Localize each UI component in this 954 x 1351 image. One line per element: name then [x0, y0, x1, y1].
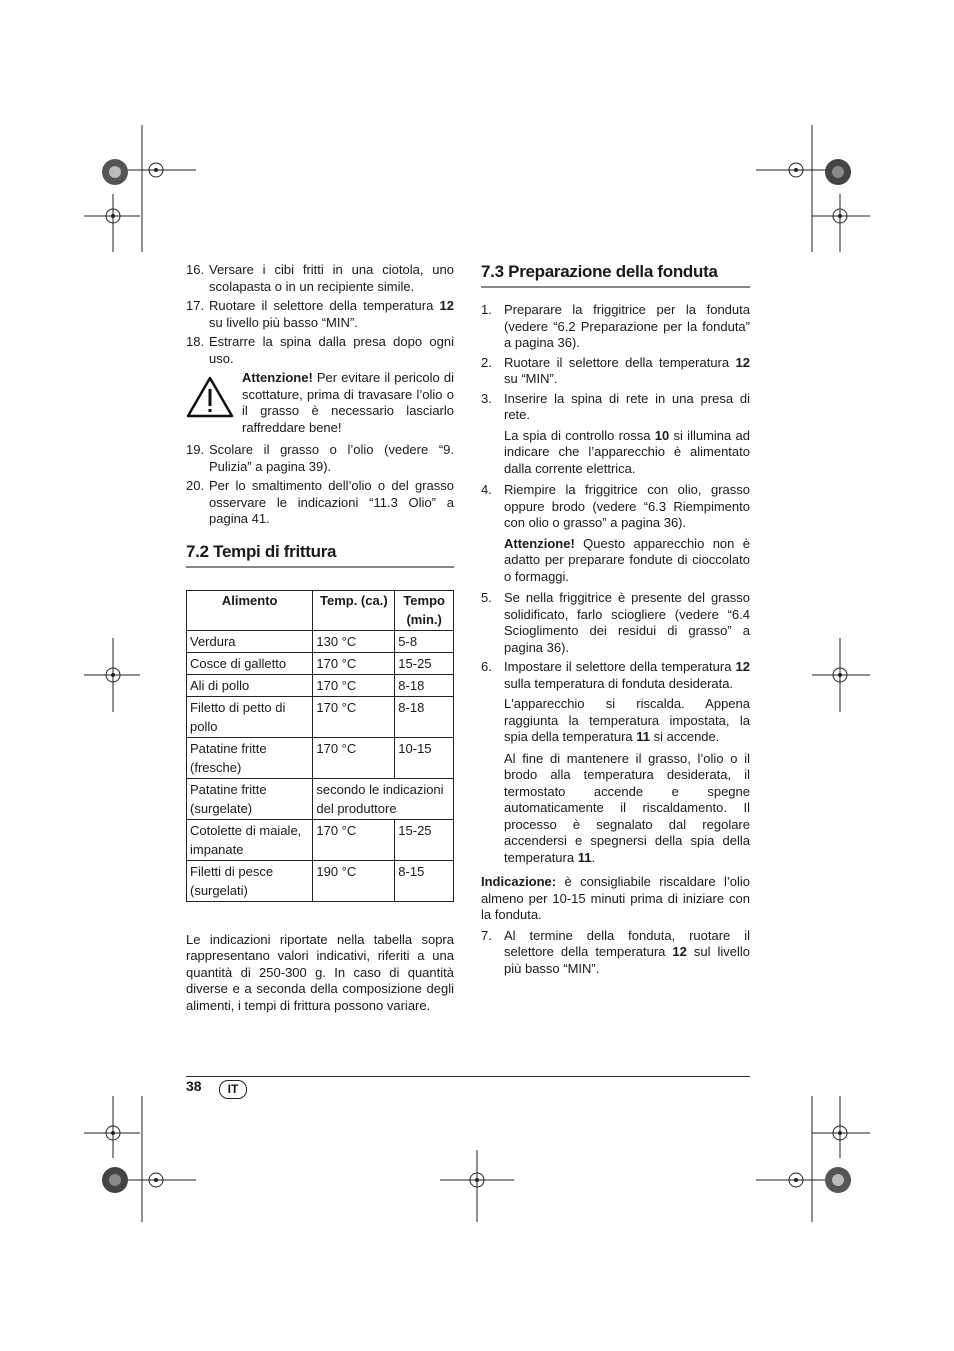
table-row: Patatine fritte (fresche) 170 °C 10-15 [187, 737, 454, 778]
table-row: Cosce di galletto 170 °C 15-25 [187, 652, 454, 674]
table-row: Filetto di petto di pollo 170 °C 8-18 [187, 696, 454, 737]
step-detail: Al fine di mantenere il grasso, l’olio o il brodo alla temperatura desiderata, il termostato accende e spegne automaticamente il riscaldamento. Il processo è segnalato dal regolare accendersi e spegnersi della spia della temperatura 11. [504, 750, 750, 865]
warning-triangle-icon [186, 376, 234, 418]
list-item: 19. Scolare il grasso o l’olio (vedere “9. Pulizia” a pagina 39). [186, 442, 454, 474]
step-warning: Attenzione! Questo apparecchio non è adatto per preparare fondute di cioccolato o formaggi. [504, 535, 750, 584]
frying-times-table [186, 590, 454, 902]
page-number: 38 [186, 1078, 202, 1094]
warning-box: Attenzione! Per evitare il pericolo di scottature, prima di travasare l’olio o il grasso è necessario lasciarlo raffreddare bene! [186, 370, 454, 436]
list-item: 18. Estrarre la spina dalla presa dopo ogni uso. [186, 334, 454, 366]
section-heading-frying-times: 7.2 Tempi di frittura [186, 542, 454, 568]
table-row: Patatine fritte (surgelate) secondo le indicazioni del produttore [187, 778, 454, 819]
list-item: 16. Versare i cibi fritti in una ciotola, uno scolapasta o in un recipiente simile. [186, 262, 454, 294]
list-item: 5. Se nella friggitrice è presente del grasso solidificato, farlo sciogliere (vedere “6.4 Scioglimento dei residui di grasso” a pagina 36). [481, 590, 750, 655]
table-note-paragraph: Le indicazioni riportate nella tabella sopra rappresentano valori indicativi, riferiti a una quantità di 250-300 g. In caso di quantità diverse e a seconda della composizione degli alimenti, i tempi di frittura possono variare. [186, 931, 454, 1013]
table-row: Cotolette di maiale, impanate 170 °C 15-25 [187, 819, 454, 860]
right-column [481, 262, 750, 980]
note-paragraph: Indicazione: è consigliabile riscaldare l’olio almeno per 10-15 minuti prima di iniziare con la fonduta. [481, 874, 750, 922]
step-detail: L'apparecchio si riscalda. Appena raggiunta la temperatura impostata, la spia della temperatura 11 si accende. [504, 696, 750, 744]
list-item: 6. Impostare il selettore della temperatura 12 sulla temperatura di fonduta desiderata. [481, 659, 750, 691]
language-badge: IT [219, 1080, 247, 1099]
step-detail: La spia di controllo rossa 10 si illumina ad indicare che l’apparecchio è alimentato dalla corrente elettrica. [504, 427, 750, 476]
list-item: 20. Per lo smaltimento dell’olio o del grasso osservare le indicazioni “11.3 Olio” a pagina 41. [186, 478, 454, 526]
list-item: 7. Al termine della fonduta, ruotare il selettore della temperatura 12 sul livello più basso “MIN”. [481, 927, 750, 976]
list-item: 2. Ruotare il selettore della temperatura 12 su “MIN”. [481, 354, 750, 386]
list-item: 4. Riempire la friggitrice con olio, grasso oppure brodo (vedere “6.3 Riempimento con olio o grasso” a pagina 36). [481, 482, 750, 530]
left-column [186, 262, 454, 1014]
section-heading-fondue: 7.3 Preparazione della fonduta [481, 262, 750, 288]
table-row: Filetti di pesce (surgelati) 190 °C 8-15 [187, 860, 454, 901]
warning-label: Attenzione! [242, 370, 313, 385]
footer-divider [186, 1076, 750, 1077]
list-item: 3. Inserire la spina di rete in una presa di rete. [481, 390, 750, 422]
list-item: 1. Preparare la friggitrice per la fonduta (vedere “6.2 Preparazione per la fonduta” a pagina 36). [481, 302, 750, 350]
table-header-row: Alimento Temp. (ca.) Tempo (min.) [187, 590, 454, 630]
table-row: Ali di pollo 170 °C 8-18 [187, 674, 454, 696]
table-row: Verdura 130 °C 5-8 [187, 630, 454, 652]
list-item: 17. Ruotare il selettore della temperatura 12 su livello più basso “MIN”. [186, 298, 454, 330]
